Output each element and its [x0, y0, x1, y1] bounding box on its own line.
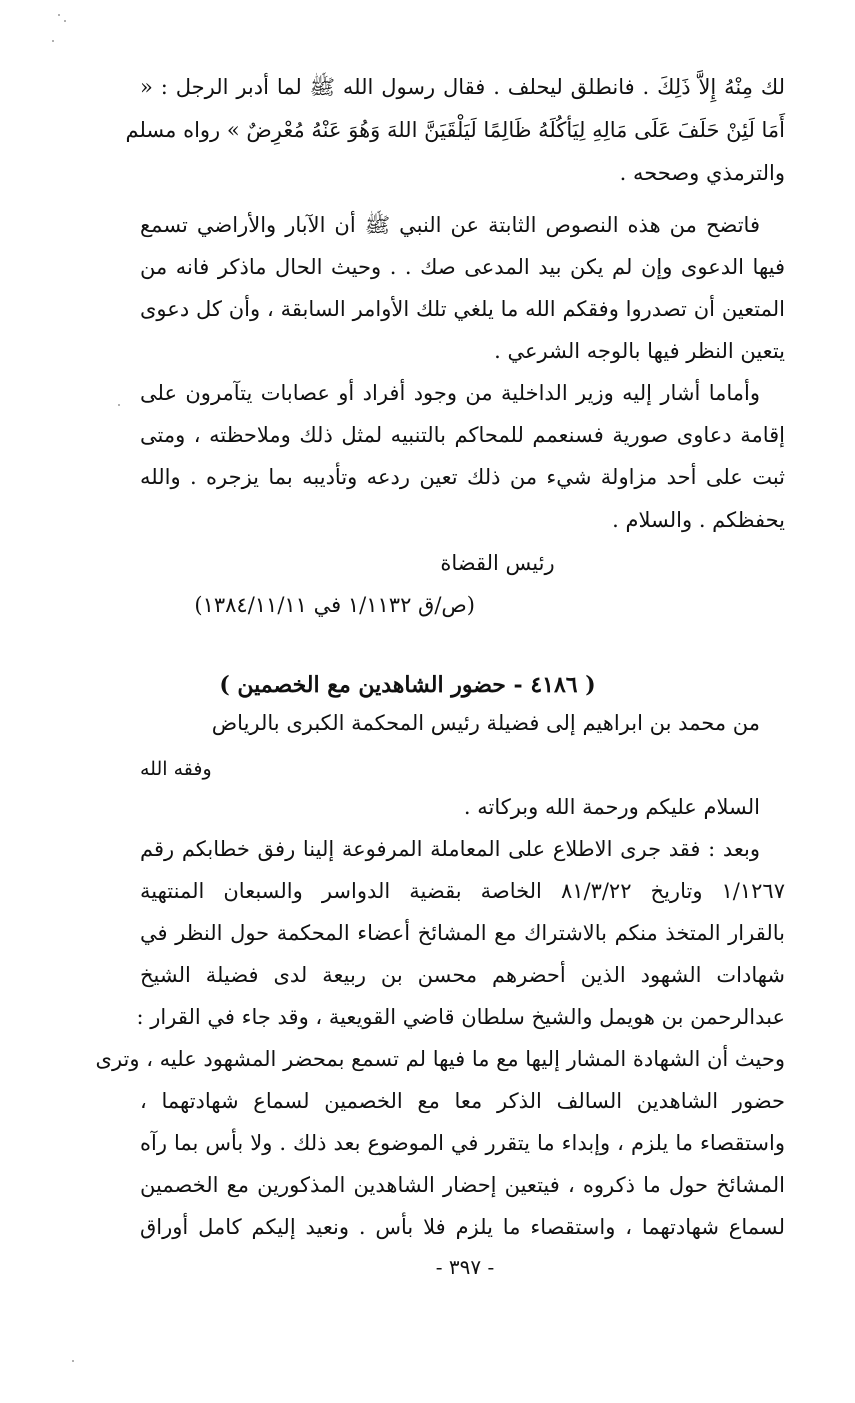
- scan-speck: [52, 40, 54, 42]
- scan-speck: [118, 404, 120, 406]
- reference-number: (ص/ق ١/١١٣٢ في ١٣٨٤/١١/١١): [194, 593, 475, 617]
- text-line-23: وحيث أن الشهادة المشار إليها مع ما فيها لم تسمع بمحضر المشهود عليه ، وترى: [95, 1047, 785, 1071]
- text-line-3: والترمذي وصححه .: [619, 161, 785, 185]
- section-heading: ( ٤١٨٦ - حضور الشاهدين مع الخصمين ): [219, 672, 596, 698]
- text-line-22: عبدالرحمن بن هويمل والشيخ سلطان قاضي القويعية ، وقد جاء في القرار :: [136, 1005, 785, 1029]
- text-line-7: يتعين النظر فيها بالوجه الشرعي .: [494, 339, 785, 363]
- text-line-6: المتعين أن تصدروا وفقكم الله ما يلغي تلك الأوامر السابقة ، وأن كل دعوى: [140, 297, 785, 321]
- page-number: - ٣٩٧ -: [435, 1255, 495, 1279]
- text-line-18: وبعد : فقد جرى الاطلاع على المعاملة المرفوعة إلينا رفق خطابكم رقم: [140, 837, 760, 861]
- text-line-25: واستقصاء ما يلزم ، وإبداء ما يتقرر في الموضوع بعد ذلك . ولا بأس بما رآه: [140, 1131, 785, 1155]
- text-line-9: إقامة دعاوى صورية فسنعمم للمحاكم بالتنبيه لمثل ذلك وملاحظته ، ومتى: [140, 423, 785, 447]
- scan-speck: [64, 20, 66, 22]
- scan-speck: [58, 14, 60, 16]
- text-line-4: فاتضح من هذه النصوص الثابتة عن النبي ﷺ أن الآبار والأراضي تسمع: [140, 213, 760, 237]
- signature-title: رئيس القضاة: [440, 551, 555, 575]
- text-line-27: لسماع شهادتهما ، واستقصاء ما يلزم فلا بأس . ونعيد إليكم كامل أوراق: [140, 1215, 785, 1239]
- text-line-5: فيها الدعوى وإن لم يكن بيد المدعى صك . . وحيث الحال ماذكر فانه من: [140, 255, 785, 279]
- letter-blessing: وفقه الله: [140, 758, 212, 780]
- text-line-19: ١/١٢٦٧ وتاريخ ٨١/٣/٢٢ الخاصة بقضية الدواسر والسبعان المنتهية: [140, 879, 785, 903]
- text-line-1: لك مِنْهُ إِلاَّ ذَلِكَ . فانطلق ليحلف . فقال رسول الله ﷺ لما أدبر الرجل : «: [140, 75, 785, 99]
- text-line-11: يحفظكم . والسلام .: [612, 508, 785, 532]
- letter-sender: من محمد بن ابراهيم إلى فضيلة رئيس المحكمة الكبرى بالرياض: [211, 711, 760, 735]
- text-line-8: وأماما أشار إليه وزير الداخلية من وجود أفراد أو عصابات يتآمرون على: [140, 381, 760, 405]
- text-line-2: أَمَا لَئِنْ حَلَفَ عَلَى مَالِهِ لِيَأكُلَهُ ظَالِمًا لَيَلْقَيَنَّ اللهَ وَهُوَ عَنْهُ مُعْرِضٌ » رواه مسلم: [125, 118, 785, 142]
- text-line-20: بالقرار المتخذ منكم بالاشتراك مع المشائخ أعضاء المحكمة حول النظر في: [140, 921, 785, 945]
- text-line-26: المشائخ حول ما ذكروه ، فيتعين إحضار الشاهدين المذكورين مع الخصمين: [140, 1173, 785, 1197]
- scan-speck: [72, 1360, 74, 1362]
- text-line-24: حضور الشاهدين السالف الذكر معا مع الخصمين لسماع شهادتهما ،: [140, 1089, 785, 1113]
- letter-greeting: السلام عليكم ورحمة الله وبركاته .: [463, 795, 760, 819]
- text-line-10: ثبت على أحد مزاولة شيء من ذلك تعين ردعه وتأديبه بما يزجره . والله: [140, 465, 785, 489]
- text-line-21: شهادات الشهود الذين أحضرهم محسن بن ربيعة لدى فضيلة الشيخ: [140, 963, 785, 987]
